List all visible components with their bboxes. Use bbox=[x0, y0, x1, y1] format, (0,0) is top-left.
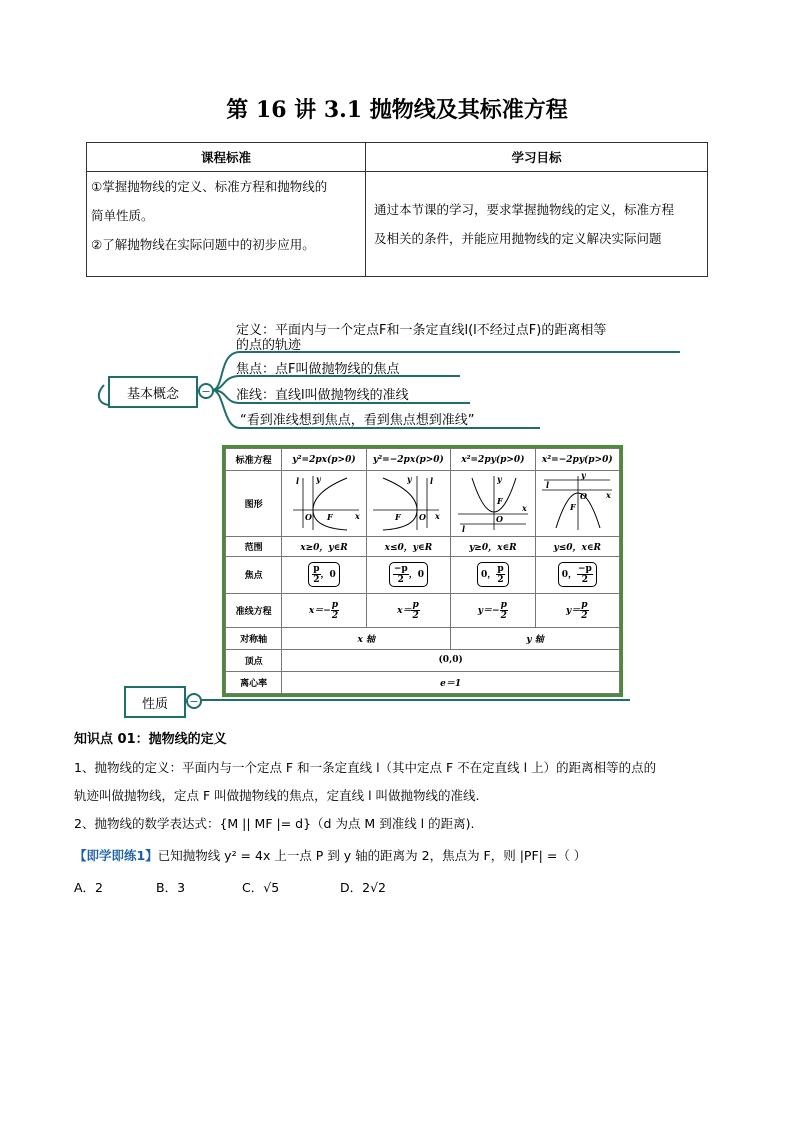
svg-text:O: O bbox=[304, 512, 312, 523]
directrix-cell: y＝ $\frac{p}{2}$ bbox=[535, 593, 619, 627]
svg-text:l: l bbox=[430, 476, 434, 487]
eccentricity-cell: e＝1 bbox=[282, 671, 620, 693]
graph-cell bbox=[366, 471, 450, 537]
definition-line-1: 1、抛物线的定义：平面内与一个定点 F 和一条定直线 l（其中定点 F 不在定直线 l 上）的距离相等的点的 bbox=[74, 760, 657, 775]
svg-text:l: l bbox=[461, 524, 465, 533]
focus-cell: $\frac{-p}{2}$ ，0 bbox=[366, 557, 450, 593]
mindmap-definition: 定义：平面内与一个定点F和一条定直线l(l不经过点F)的距离相等 bbox=[236, 323, 607, 338]
svg-text:F: F bbox=[326, 512, 333, 523]
header-learning-goal: 学习目标 bbox=[366, 143, 708, 172]
exercise-text: 已知抛物线 y² = 4x 上一点 P 到 y 轴的距离为 2，焦点为 F，则 |PF| =（ ） bbox=[157, 848, 587, 863]
focus-cell: 0， $\frac{-p}{2}$ bbox=[535, 557, 619, 593]
row-label: 标准方程 bbox=[226, 449, 282, 471]
svg-text:F: F bbox=[395, 512, 402, 523]
parabola-down-graph bbox=[538, 472, 616, 532]
svg-text:y: y bbox=[407, 474, 413, 485]
basic-concept-node[interactable]: 基本概念 bbox=[108, 376, 198, 408]
mindmap-definition-cont: 的点的轨迹 bbox=[236, 338, 302, 353]
range-cell: y≤0，x∈R bbox=[535, 537, 619, 557]
mindmap-directrix: 准线：直线l叫做抛物线的准线 bbox=[236, 388, 409, 403]
axis-cell: x 轴 bbox=[282, 627, 451, 649]
goal-line: 及相关的条件，并能应用抛物线的定义解决实际问题 bbox=[374, 231, 662, 246]
option-c: C．√5 bbox=[242, 880, 280, 895]
equation-cell: x²=2py(p>0) bbox=[451, 449, 535, 471]
svg-text:O: O bbox=[580, 491, 588, 502]
collapse-icon[interactable]: − bbox=[198, 383, 214, 399]
math-expression-line: 2、抛物线的数学表达式：{M || MF |= d}（d 为点 M 到准线 l 的距离). bbox=[74, 816, 475, 831]
property-node[interactable]: 性质 bbox=[124, 686, 186, 718]
svg-text:F: F bbox=[496, 496, 503, 507]
standard-line: 简单性质。 bbox=[91, 208, 154, 223]
option-d: D．2√2 bbox=[340, 880, 386, 895]
svg-text:y: y bbox=[315, 474, 321, 485]
equation-cell: x²=−2py(p>0) bbox=[535, 449, 619, 471]
definition-line-2: 轨迹叫做抛物线，定点 F 叫做抛物线的焦点，定直线 l 叫做抛物线的准线. bbox=[74, 788, 480, 803]
row-label: 准线方程 bbox=[226, 593, 282, 627]
header-course-standard: 课程标准 bbox=[87, 143, 366, 172]
focus-cell: $\frac{p}{2}$ ，0 bbox=[282, 557, 366, 593]
equation-cell: y²=2px(p>0) bbox=[282, 449, 366, 471]
parabola-property-table bbox=[225, 448, 620, 694]
svg-text:x: x bbox=[606, 490, 612, 501]
graph-cell bbox=[451, 471, 535, 537]
directrix-cell: x＝− $\frac{p}{2}$ bbox=[282, 593, 366, 627]
svg-text:l: l bbox=[295, 476, 300, 487]
svg-text:F: F bbox=[570, 502, 576, 513]
svg-text:O: O bbox=[419, 512, 427, 523]
row-label: 顶点 bbox=[226, 649, 282, 671]
svg-text:x: x bbox=[521, 503, 527, 514]
directrix-cell: y＝− $\frac{p}{2}$ bbox=[451, 593, 535, 627]
graph-cell bbox=[282, 471, 366, 537]
svg-text:l: l bbox=[546, 480, 550, 491]
row-label: 对称轴 bbox=[226, 627, 282, 649]
mindmap-focus: 焦点：点F叫做抛物线的焦点 bbox=[236, 362, 400, 377]
range-cell: x≤0，y∈R bbox=[366, 537, 450, 557]
svg-text:x: x bbox=[435, 511, 441, 522]
equation-cell: y²=−2px(p>0) bbox=[366, 449, 450, 471]
mindmap-slogan: “看到准线想到焦点，看到焦点想到准线” bbox=[240, 413, 475, 428]
exercise-line bbox=[74, 847, 586, 865]
option-b: B．3 bbox=[156, 880, 186, 895]
range-cell: y≥0，x∈R bbox=[451, 537, 535, 557]
goal-line: 通过本节课的学习，要求掌握抛物线的定义，标准方程 bbox=[374, 202, 675, 217]
focus-cell: 0， $\frac{p}{2}$ bbox=[451, 557, 535, 593]
parabola-right-graph bbox=[285, 472, 363, 532]
knowledge-heading: 知识点 01：抛物线的定义 bbox=[74, 732, 227, 747]
parabola-left-graph bbox=[369, 472, 447, 532]
row-label: 范围 bbox=[226, 537, 282, 557]
exercise-tag: 【即学即练1】 bbox=[74, 848, 158, 863]
standard-line: ①掌握抛物线的定义、标准方程和抛物线的 bbox=[91, 179, 328, 194]
row-label: 图形 bbox=[226, 471, 282, 537]
row-label: 焦点 bbox=[226, 557, 282, 593]
range-cell: x≥0，y∈R bbox=[282, 537, 366, 557]
svg-text:y: y bbox=[581, 472, 586, 481]
svg-text:x: x bbox=[354, 511, 360, 522]
svg-text:O: O bbox=[495, 514, 503, 525]
parabola-up-graph bbox=[454, 472, 532, 532]
row-label: 离心率 bbox=[226, 671, 282, 693]
option-a: A．2 bbox=[74, 880, 104, 895]
graph-cell bbox=[535, 471, 619, 537]
vertex-cell: (0,0) bbox=[282, 649, 620, 671]
page-title: 第 16 讲 3.1 抛物线及其标准方程 bbox=[226, 97, 568, 123]
axis-cell: y 轴 bbox=[451, 627, 620, 649]
svg-text:y: y bbox=[496, 474, 502, 485]
directrix-cell: x＝ $\frac{p}{2}$ bbox=[366, 593, 450, 627]
standard-line: ②了解抛物线在实际问题中的初步应用。 bbox=[91, 237, 315, 252]
collapse-icon[interactable]: − bbox=[186, 693, 202, 709]
